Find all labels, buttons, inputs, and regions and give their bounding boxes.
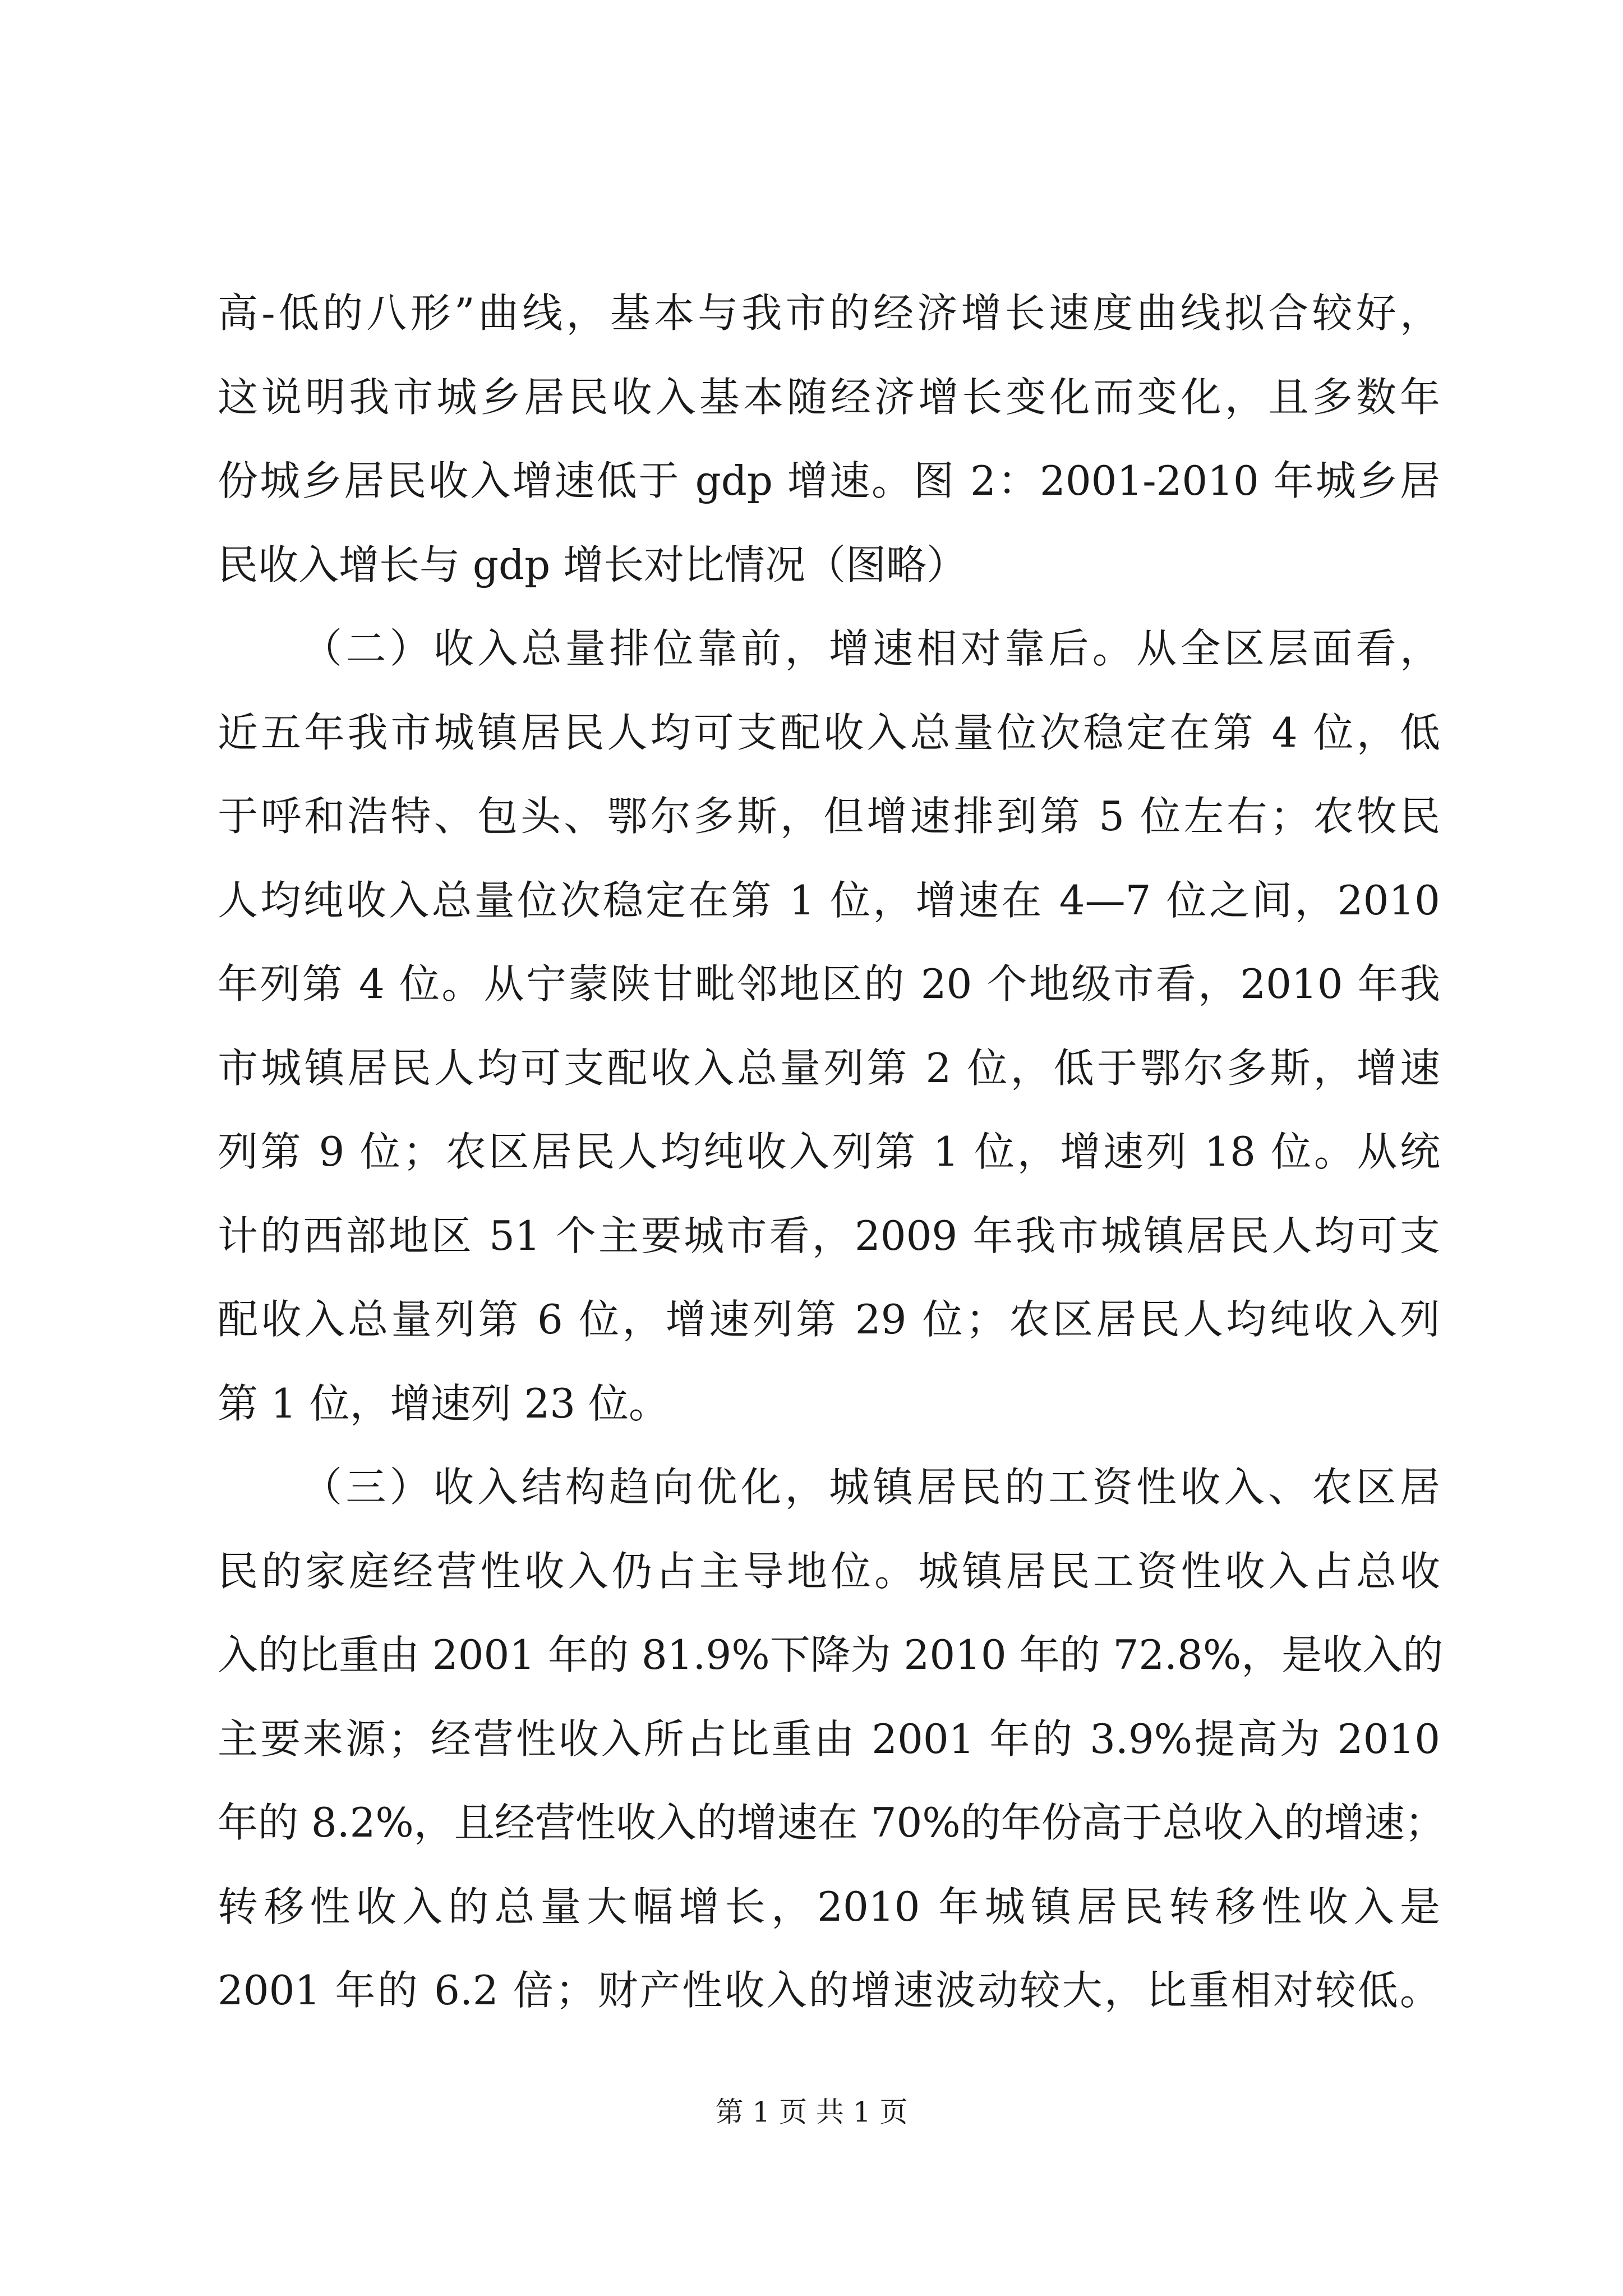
document-body (218, 272, 1445, 2033)
paragraph-2-line-7: 列第 9 位；农区居民人均纯收入列第 1 位，增速列 18 位。从统 (218, 1128, 1440, 1175)
paragraph-2-line-6: 市城镇居民人均可支配收入总量列第 2 位，低于鄂尔多斯，增速 (218, 1044, 1440, 1092)
paragraph-1-line-1: 高-低的八形”曲线，基本与我市的经济增长速度曲线拟合较好， (218, 289, 1440, 337)
paragraph-2-line-10: 第 1 位，增速列 23 位。 (218, 1379, 669, 1427)
paragraph-2-line-1: （二）收入总量排位靠前，增速相对靠后。从全区层面看， (302, 625, 1440, 672)
page-footer (0, 2090, 1623, 2130)
paragraph-2-line-9: 配收入总量列第 6 位，增速列第 29 位；农区居民人均纯收入列 (218, 1296, 1440, 1343)
paragraph-3-line-6: 转移性收入的总量大幅增长，2010 年城镇居民转移性收入是 (218, 1883, 1440, 1930)
paragraph-2-line-5: 年列第 4 位。从宁蒙陕甘毗邻地区的 20 个地级市看，2010 年我 (218, 960, 1440, 1007)
page-number-label: 第 1 页 共 1 页 (715, 2096, 908, 2128)
paragraph-2-line-2: 近五年我市城镇居民人均可支配收入总量位次稳定在第 4 位，低 (218, 708, 1440, 756)
paragraph-1-line-3: 份城乡居民收入增速低于 gdp 增速。图 2：2001-2010 年城乡居 (218, 457, 1440, 504)
paragraph-2-line-4: 人均纯收入总量位次稳定在第 1 位，增速在 4—7 位之间，2010 (218, 876, 1440, 924)
paragraph-1-line-4: 民收入增长与 gdp 增长对比情况（图略） (218, 541, 967, 588)
paragraph-2-line-3: 于呼和浩特、包头、鄂尔多斯，但增速排到第 5 位左右；农牧民 (218, 793, 1440, 840)
paragraph-3-line-7: 2001 年的 6.2 倍；财产性收入的增速波动较大，比重相对较低。 (218, 1967, 1440, 2014)
paragraph-3-line-2: 民的家庭经营性收入仍占主导地位。城镇居民工资性收入占总收 (218, 1547, 1440, 1595)
paragraph-3-line-4: 主要来源；经营性收入所占比重由 2001 年的 3.9%提高为 2010 (218, 1715, 1440, 1763)
paragraph-1-line-2: 这说明我市城乡居民收入基本随经济增长变化而变化，且多数年 (218, 373, 1440, 421)
paragraph-3-line-5: 年的 8.2%，且经营性收入的增速在 70%的年份高于总收入的增速； (218, 1799, 1445, 1846)
paragraph-2-line-8: 计的西部地区 51 个主要城市看，2009 年我市城镇居民人均可支 (218, 1212, 1440, 1259)
paragraph-3-line-3: 入的比重由 2001 年的 81.9%下降为 2010 年的 72.8%，是收入的 (218, 1631, 1444, 1678)
paragraph-3-line-1: （三）收入结构趋向优化，城镇居民的工资性收入、农区居 (302, 1464, 1440, 1511)
